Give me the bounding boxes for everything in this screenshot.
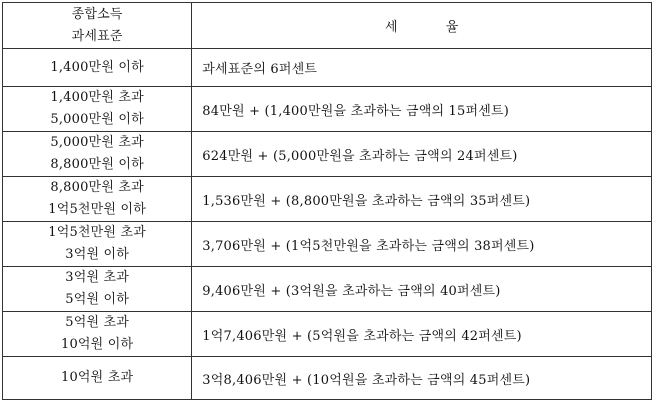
- table-header-row: [3, 3, 652, 49]
- table-row: [3, 49, 652, 87]
- tax-rate-cell: 1,536만원 + (8,800만원을 초과하는 금액의 35퍼센트): [192, 177, 652, 222]
- tax-base-line: 1억5천만원 이하: [48, 202, 147, 217]
- tax-base-cell: [3, 132, 192, 177]
- tax-base-cell: [3, 357, 192, 400]
- table-row: [3, 177, 652, 222]
- tax-rate-cell: 1억7,406만원 + (5억원을 초과하는 금액의 42퍼센트): [192, 312, 652, 357]
- table-row: [3, 87, 652, 132]
- header-tax-base-line2: 과세표준: [71, 28, 123, 44]
- tax-rate-cell: 3,706만원 + (1억5천만원을 초과하는 금액의 38퍼센트): [192, 222, 652, 267]
- tax-base-line: 1,400만원 이하: [50, 59, 144, 75]
- tax-base-cell: [3, 87, 192, 132]
- header-tax-base-line1: 종합소득: [71, 6, 123, 22]
- tax-base-line: 8,800만원 이하: [50, 157, 144, 172]
- tax-base-cell: [3, 49, 192, 87]
- tax-base-line: 5,000만원 이하: [50, 112, 144, 127]
- header-tax-base: [3, 3, 192, 49]
- tax-base-line: 5,000만원 초과: [50, 135, 144, 150]
- tax-base-line: 10억원 이하: [60, 337, 134, 352]
- header-tax-rate: 세 율: [192, 3, 652, 49]
- tax-rate-cell: 3억8,406만원 + (10억원을 초과하는 금액의 45퍼센트): [192, 357, 652, 400]
- tax-base-line: 10억원 초과: [60, 370, 134, 385]
- table-row: [3, 222, 652, 267]
- tax-base-cell: [3, 312, 192, 357]
- tax-base-line: 3억원 이하: [65, 247, 130, 262]
- tax-base-cell: [3, 267, 192, 312]
- tax-rate-cell: 9,406만원 + (3억원을 초과하는 금액의 40퍼센트): [192, 267, 652, 312]
- tax-base-line: 5억원 초과: [65, 315, 130, 330]
- table-row: [3, 312, 652, 357]
- tax-base-line: 5억원 이하: [65, 292, 130, 307]
- tax-base-cell: [3, 222, 192, 267]
- tax-base-line: 3억원 초과: [65, 270, 130, 285]
- tax-base-cell: [3, 177, 192, 222]
- tax-rate-cell: 84만원 + (1,400만원을 초과하는 금액의 15퍼센트): [192, 87, 652, 132]
- table-row: [3, 357, 652, 400]
- tax-rate-table: [2, 2, 652, 400]
- tax-base-line: 1,400만원 초과: [50, 90, 144, 105]
- tax-rate-cell: 624만원 + (5,000만원을 초과하는 금액의 24퍼센트): [192, 132, 652, 177]
- tax-base-line: 1억5천만원 초과: [48, 225, 147, 240]
- tax-rate-cell: 과세표준의 6퍼센트: [192, 49, 652, 87]
- table-row: [3, 132, 652, 177]
- table-row: [3, 267, 652, 312]
- tax-base-line: 8,800만원 초과: [50, 180, 144, 195]
